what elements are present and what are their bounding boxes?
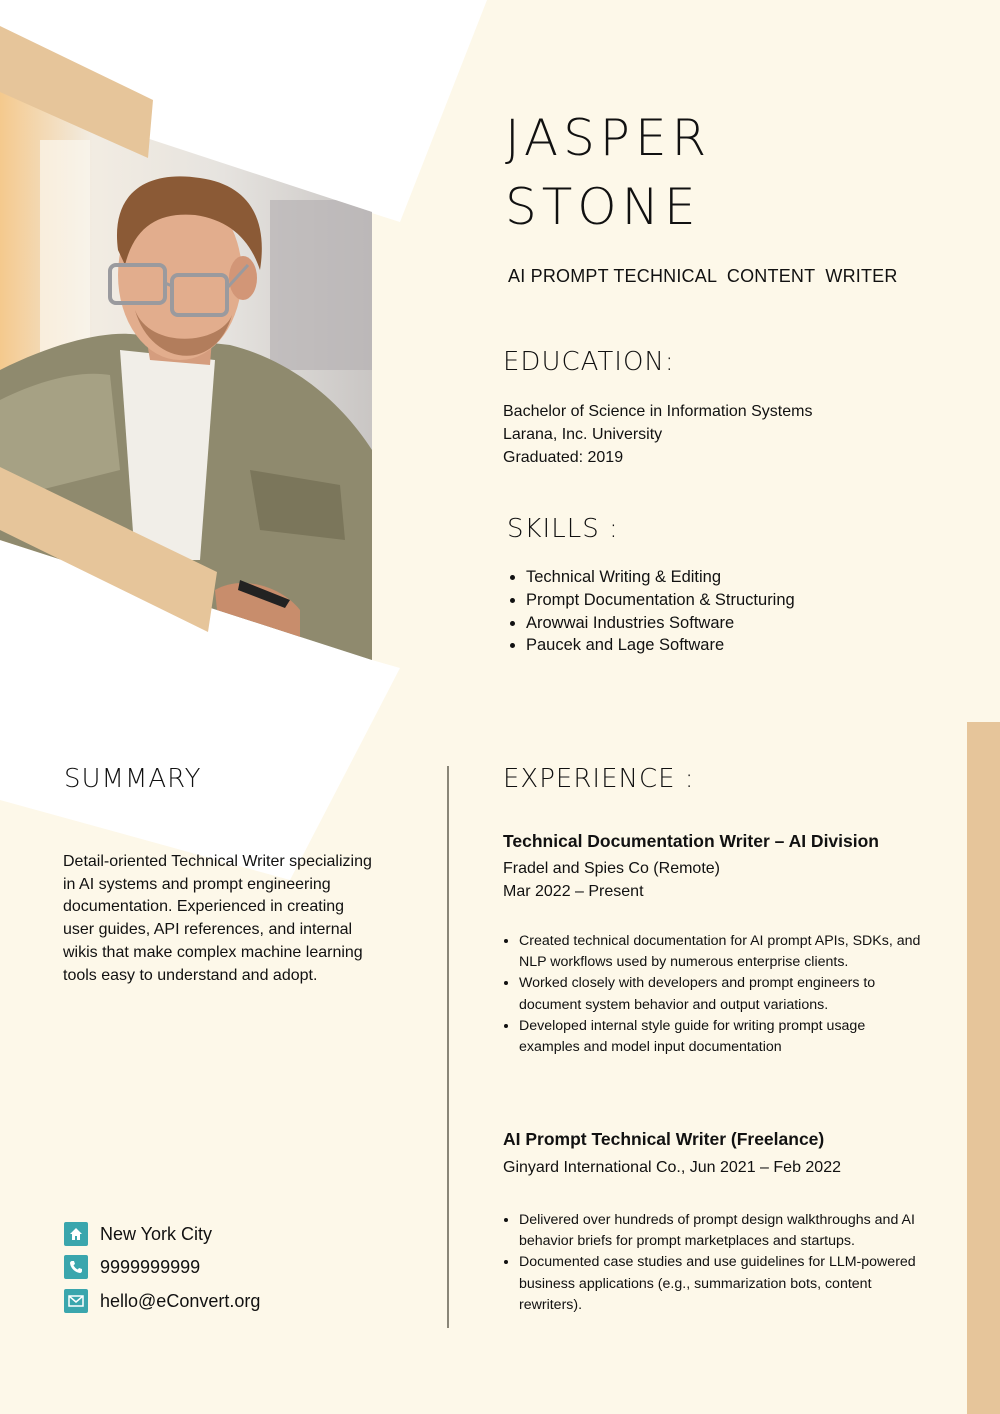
job-1-dates: Mar 2022 – Present [503, 883, 644, 900]
skill-item: • Prompt Documentation & Structuring [526, 589, 795, 612]
contact-location [64, 1222, 212, 1246]
job-bullet: • Developed internal style guide for writing prompt usage examples and model input documentation [519, 1016, 924, 1058]
skill-item: • Arowwai Industries Software [526, 612, 795, 635]
skill-item: • Paucek and Lage Software [526, 634, 795, 657]
job-2-meta [503, 1156, 841, 1179]
phone-icon [64, 1255, 88, 1279]
last-name: STONE [505, 178, 701, 236]
experience-heading: EXPERIENCE : [503, 764, 695, 794]
job-1-company: Fradel and Spies Co (Remote) [503, 860, 720, 877]
job-bullet: • Delivered over hundreds of prompt design walkthroughs and AI behavior briefs for prompt marketplaces and startups. [519, 1210, 924, 1252]
column-divider [447, 766, 449, 1328]
job-1-meta [503, 857, 720, 903]
location-text: New York City [100, 1223, 213, 1244]
education-school: Larana, Inc. University [503, 425, 663, 443]
contact-email [64, 1289, 260, 1313]
skills-list [506, 566, 795, 657]
candidate-name [505, 104, 711, 242]
accent-bar-right [967, 722, 1000, 1414]
job-bullet: • Documented case studies and use guidelines for LLM-powered business applications (e.g., summarization bots, content rewriters). [519, 1252, 924, 1316]
skill-item: • Technical Writing & Editing [526, 566, 795, 589]
job-title: AI PROMPT TECHNICAL CONTENT WRITER [508, 266, 898, 286]
email-link[interactable]: hello@eConvert.org [100, 1290, 261, 1311]
summary-heading: SUMMARY [64, 764, 202, 794]
mail-icon [64, 1289, 88, 1313]
job-bullet: • Created technical documentation for AI prompt APIs, SDKs, and NLP workflows used by numerous enterprise clients. [519, 931, 924, 973]
education-degree: Bachelor of Science in Information Systems [503, 403, 813, 420]
summary-text: Detail-oriented Technical Writer specializing in AI systems and prompt engineering documentation. Experienced in creating user guides, API references, and internal wikis that make complex machine learning tools easy to understand and adopt. [63, 853, 372, 984]
first-name: JASPER [505, 109, 712, 167]
skills-heading: SKILLS : [507, 514, 619, 544]
job-2-company-dates: Ginyard International Co., Jun 2021 – Feb 2022 [503, 1159, 841, 1176]
job-bullet: • Worked closely with developers and prompt engineers to document system behavior and output variations. [519, 973, 924, 1015]
phone-text[interactable]: 9999999999 [100, 1256, 201, 1277]
education-graduated: Graduated: 2019 [503, 448, 624, 466]
education-heading: EDUCATION: [503, 347, 675, 377]
home-icon [64, 1222, 88, 1246]
contact-phone [64, 1255, 200, 1279]
education-section [503, 401, 812, 469]
job-2-title: AI Prompt Technical Writer (Freelance) [503, 1129, 825, 1149]
job-1-title: Technical Documentation Writer – AI Division [503, 831, 879, 851]
job-1-bullets [503, 931, 924, 1058]
job-2-bullets [503, 1210, 924, 1316]
